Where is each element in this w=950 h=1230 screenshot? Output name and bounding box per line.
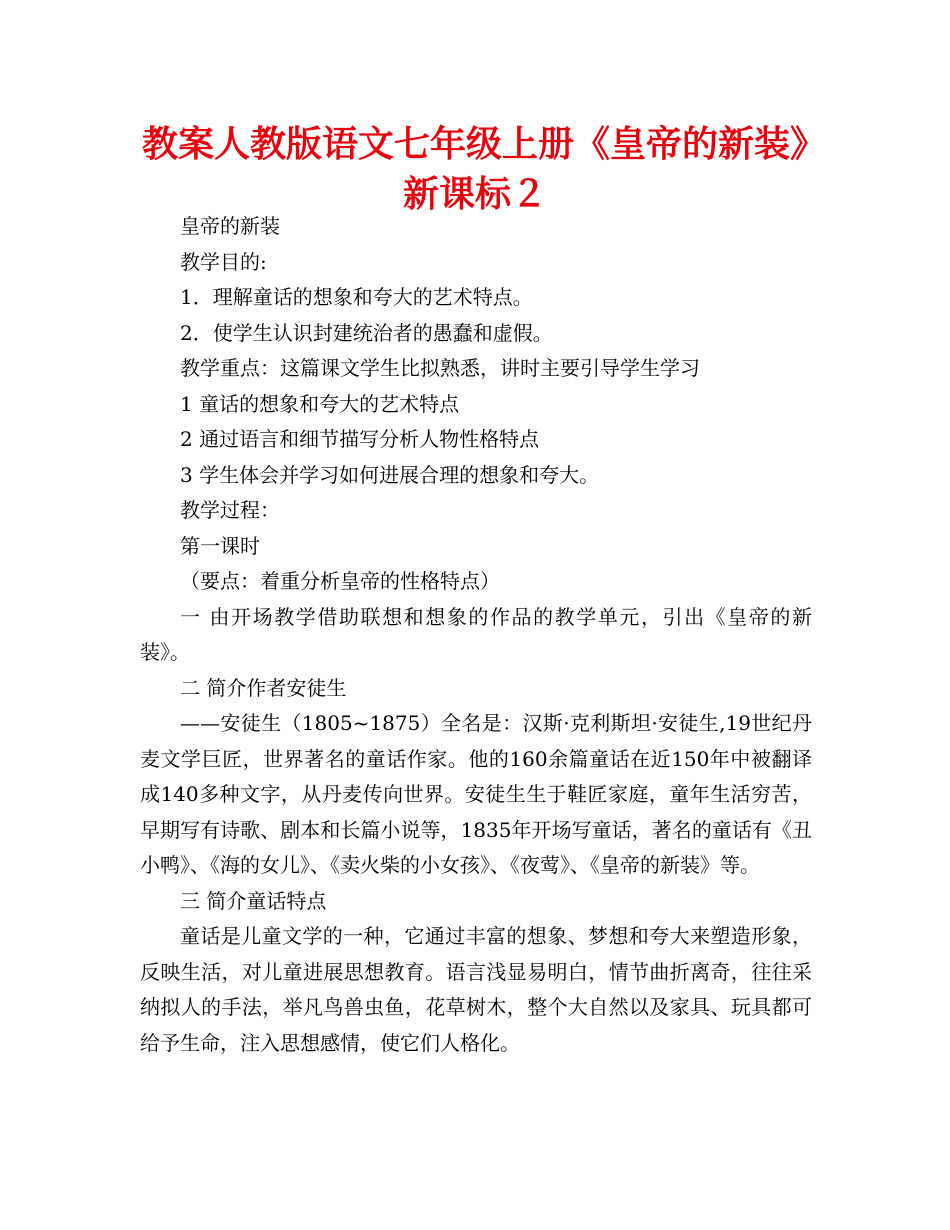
paragraph-process-heading: 教学过程： [180,498,280,522]
document-title: 教案人教版语文七年级上册《皇帝的新装》新课标２ [141,124,808,215]
paragraph-lesson-title: 皇帝的新装 [180,214,280,238]
document-body [140,209,812,1061]
paragraph-key-point-1: 1 童话的想象和夸大的艺术特点 [180,391,460,416]
paragraph-main-points: （要点：着重分析皇帝的性格特点） [180,569,500,593]
paragraph-section-3-heading: 三 简介童话特点 [180,888,327,913]
paragraph-teaching-goals-heading: 教学目的: [180,249,267,274]
paragraph-section-1: 一 由开场教学借助联想和想象的作品的教学单元，引出《皇帝的新装》。 [140,604,812,664]
paragraph-fairy-tale-traits: 童话是儿童文学的一种，它通过丰富的想象、梦想和夸大来塑造形象，反映生活，对儿童进展思想教育。语言浅显易明白，情节曲折离奇，往往采纳拟人的手法，举凡鸟兽虫鱼，花草树木，整个大自然以及家具、玩具都可给予生命，注入思想感情，使它们人格化。 [140,924,812,1055]
paragraph-author-bio: ——安徒生（1805~1875）全名是：汉斯·克利斯坦·安徒生,19世纪丹麦文学巨匠，世界著名的童话作家。他的160余篇童话在近150年中被翻译成140多种文字，从丹麦传向世界。安徒生生于鞋匠家庭，童年生活穷苦，早期写有诗歌、剧本和长篇小说等，1835年开场写童话，著名的童话有《丑小鸭》、《海的女儿》、《卖火柴的小女孩》、《夜莺》、《皇帝的新装》等。 [140,711,812,877]
paragraph-key-point-2: 2 通过语言和细节描写分析人物性格特点 [180,427,540,451]
paragraph-key-point-3: 3 学生体会并学习如何进展合理的想象和夸大。 [180,462,600,487]
paragraph-key-points: 教学重点：这篇课文学生比拟熟悉，讲时主要引导学生学习 [180,356,700,380]
paragraph-section-2-heading: 二 简介作者安徒生 [180,675,347,700]
paragraph-goal-2: 2．使学生认识封建统治者的愚蠢和虚假。 [180,320,553,345]
paragraph-goal-1: 1．理解童话的想象和夸大的艺术特点。 [180,285,533,309]
paragraph-first-lesson: 第一课时 [180,533,260,558]
